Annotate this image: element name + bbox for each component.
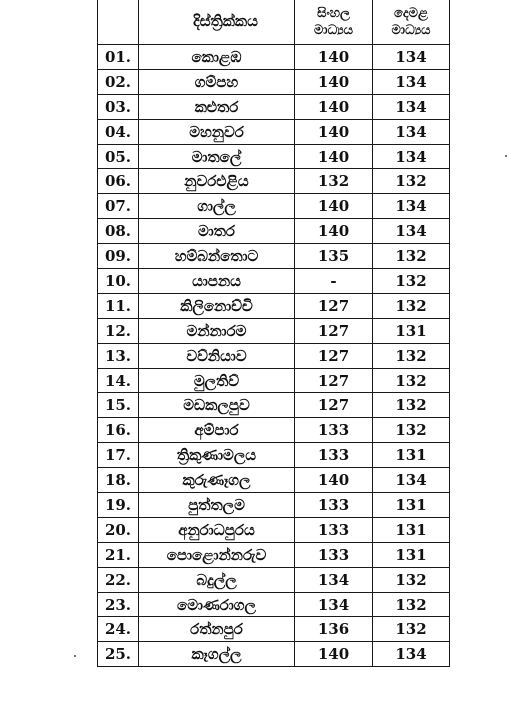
district-name: කෑගල්ල (139, 642, 295, 667)
tamil-medium-mark: 134 (373, 219, 450, 244)
table-row (98, 468, 450, 493)
district-name: මන්නාරම (139, 318, 295, 343)
row-number: 17. (98, 443, 139, 468)
district-name: හම්බන්තොට (139, 244, 295, 269)
row-number: 25. (98, 642, 139, 667)
table-row (98, 94, 450, 119)
district-name: වව්නියාව (139, 343, 295, 368)
tamil-medium-mark: 134 (373, 119, 450, 144)
district-name: නුවරඑළිය (139, 169, 295, 194)
tamil-medium-mark: 134 (373, 144, 450, 169)
scan-speck (505, 155, 507, 157)
row-number: 18. (98, 468, 139, 493)
sinhala-medium-mark: 127 (295, 368, 373, 393)
sinhala-medium-mark: 133 (295, 493, 373, 518)
row-number: 04. (98, 119, 139, 144)
table-row (98, 45, 450, 70)
district-name: මුලතිව් (139, 368, 295, 393)
table-row (98, 244, 450, 269)
row-number: 16. (98, 418, 139, 443)
tamil-medium-mark: 131 (373, 542, 450, 567)
header-sinhala-medium (295, 0, 373, 45)
table-row (98, 493, 450, 518)
table-row (98, 642, 450, 667)
sinhala-medium-mark: 140 (295, 144, 373, 169)
row-number: 12. (98, 318, 139, 343)
tamil-medium-mark: 132 (373, 567, 450, 592)
district-name: කුරුණෑගල (139, 468, 295, 493)
tamil-medium-mark: 132 (373, 617, 450, 642)
table-row (98, 169, 450, 194)
tamil-medium-mark: 131 (373, 517, 450, 542)
row-number: 09. (98, 244, 139, 269)
row-number: 19. (98, 493, 139, 518)
sinhala-medium-mark: 127 (295, 293, 373, 318)
sinhala-medium-mark: 140 (295, 468, 373, 493)
tamil-medium-mark: 134 (373, 642, 450, 667)
row-number: 14. (98, 368, 139, 393)
row-number: 03. (98, 94, 139, 119)
row-number: 22. (98, 567, 139, 592)
district-name: මාතර (139, 219, 295, 244)
sinhala-medium-mark: 133 (295, 542, 373, 567)
header-sinhala-line-1: සිංහල (317, 5, 350, 21)
row-number: 15. (98, 393, 139, 418)
tamil-medium-mark: 134 (373, 69, 450, 94)
district-name: මඩකලපුව (139, 393, 295, 418)
sinhala-medium-mark: 140 (295, 69, 373, 94)
header-number-cell (98, 0, 139, 45)
district-name: අනුරාධපුරය (139, 517, 295, 542)
table-row (98, 592, 450, 617)
district-name: පුත්තලම (139, 493, 295, 518)
table-row (98, 542, 450, 567)
row-number: 24. (98, 617, 139, 642)
table-row (98, 144, 450, 169)
table-row (98, 194, 450, 219)
table-row (98, 318, 450, 343)
district-name: මාතලේ (139, 144, 295, 169)
tamil-medium-mark: 134 (373, 45, 450, 70)
tamil-medium-mark: 131 (373, 318, 450, 343)
tamil-medium-mark: 134 (373, 468, 450, 493)
row-number: 08. (98, 219, 139, 244)
district-name: මොණරාගල (139, 592, 295, 617)
sinhala-medium-mark: 140 (295, 119, 373, 144)
district-name: අම්පාර (139, 418, 295, 443)
district-name: පොළොන්නරුව (139, 542, 295, 567)
tamil-medium-mark: 132 (373, 269, 450, 294)
table-row (98, 293, 450, 318)
district-name: කිලිනොච්චි (139, 293, 295, 318)
tamil-medium-mark: 132 (373, 169, 450, 194)
sinhala-medium-mark: 140 (295, 642, 373, 667)
district-name: යාපනය (139, 269, 295, 294)
tamil-medium-mark: 132 (373, 343, 450, 368)
district-name: මහනුවර (139, 119, 295, 144)
header-district: දිස්ත්‍රික්කය (139, 0, 295, 45)
table-row (98, 418, 450, 443)
sinhala-medium-mark: 127 (295, 343, 373, 368)
sinhala-medium-mark: - (295, 269, 373, 294)
row-number: 07. (98, 194, 139, 219)
district-name: ගාල්ල (139, 194, 295, 219)
header-tamil-line-2: මාධ්‍යය (391, 22, 431, 38)
row-number: 23. (98, 592, 139, 617)
sinhala-medium-mark: 133 (295, 517, 373, 542)
table-row (98, 343, 450, 368)
header-tamil-medium (373, 0, 450, 45)
sinhala-medium-mark: 140 (295, 94, 373, 119)
row-number: 11. (98, 293, 139, 318)
sinhala-medium-mark: 133 (295, 418, 373, 443)
row-number: 02. (98, 69, 139, 94)
sinhala-medium-mark: 127 (295, 318, 373, 343)
tamil-medium-mark: 131 (373, 443, 450, 468)
row-number: 10. (98, 269, 139, 294)
sinhala-medium-mark: 134 (295, 592, 373, 617)
row-number: 01. (98, 45, 139, 70)
tamil-medium-mark: 134 (373, 194, 450, 219)
sinhala-medium-mark: 140 (295, 194, 373, 219)
sinhala-medium-mark: 132 (295, 169, 373, 194)
table-row (98, 517, 450, 542)
cutoff-marks-table (97, 0, 450, 667)
sinhala-medium-mark: 135 (295, 244, 373, 269)
tamil-medium-mark: 132 (373, 244, 450, 269)
row-number: 06. (98, 169, 139, 194)
table-row (98, 617, 450, 642)
sinhala-medium-mark: 136 (295, 617, 373, 642)
table-row (98, 119, 450, 144)
sinhala-medium-mark: 127 (295, 393, 373, 418)
table-row (98, 368, 450, 393)
row-number: 20. (98, 517, 139, 542)
district-name: ගම්පහ (139, 69, 295, 94)
district-name: රත්නපුර (139, 617, 295, 642)
sinhala-medium-mark: 140 (295, 219, 373, 244)
header-tamil-line-1: දෙමළ (394, 5, 428, 21)
sinhala-medium-mark: 140 (295, 45, 373, 70)
tamil-medium-mark: 132 (373, 418, 450, 443)
tamil-medium-mark: 132 (373, 368, 450, 393)
row-number: 13. (98, 343, 139, 368)
district-name: බදුල්ල (139, 567, 295, 592)
header-sinhala-line-2: මාධ්‍යය (313, 22, 354, 38)
district-name: කළුතර (139, 94, 295, 119)
district-name: කොළඹ (139, 45, 295, 70)
district-name: ත්‍රිකුණාමලය (139, 443, 295, 468)
tamil-medium-mark: 132 (373, 592, 450, 617)
tamil-medium-mark: 131 (373, 493, 450, 518)
tamil-medium-mark: 132 (373, 293, 450, 318)
sinhala-medium-mark: 134 (295, 567, 373, 592)
table-row (98, 269, 450, 294)
row-number: 21. (98, 542, 139, 567)
table-body (98, 45, 450, 667)
row-number: 05. (98, 144, 139, 169)
sinhala-medium-mark: 133 (295, 443, 373, 468)
tamil-medium-mark: 132 (373, 393, 450, 418)
table-row (98, 69, 450, 94)
table-row (98, 219, 450, 244)
table-row (98, 443, 450, 468)
table-row (98, 567, 450, 592)
scan-speck (74, 655, 76, 657)
table-row (98, 393, 450, 418)
table-header-row (98, 0, 450, 45)
tamil-medium-mark: 134 (373, 94, 450, 119)
